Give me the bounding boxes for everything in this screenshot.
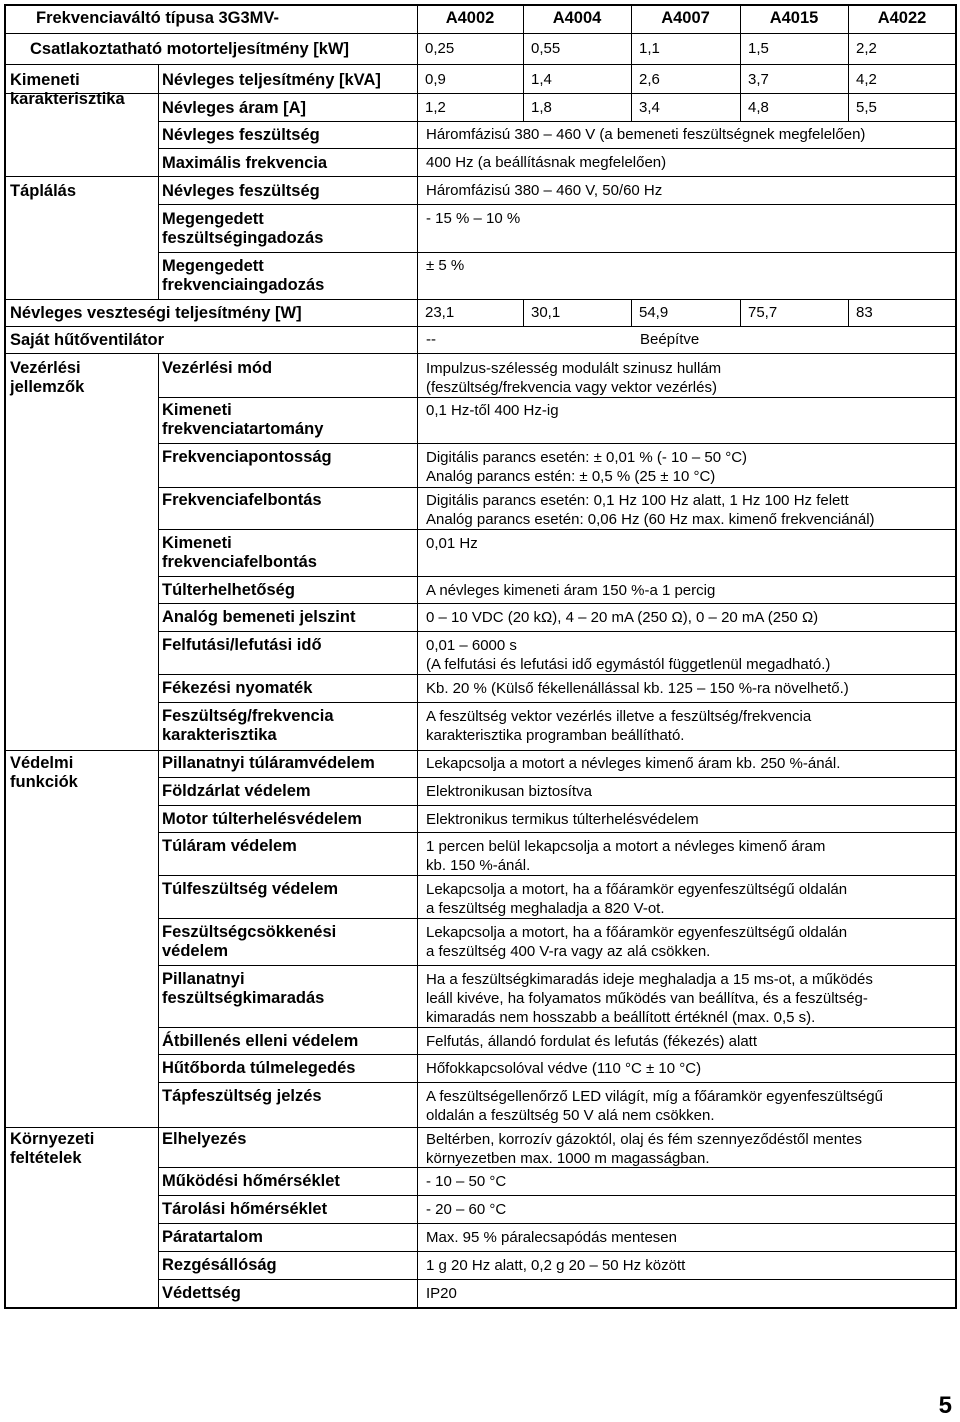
voltage-fluctuation-label: Megengedett feszültségingadozás	[162, 210, 324, 247]
environment-label: Védettség	[162, 1284, 241, 1302]
loss-power-value: 30,1	[531, 304, 561, 321]
grid-hline	[158, 603, 956, 604]
frequency-fluctuation-value: ± 5 %	[426, 257, 465, 274]
grid-hline	[158, 1054, 956, 1055]
grid-hline	[158, 121, 956, 122]
grid-hline	[5, 750, 956, 751]
grid-hline	[158, 252, 956, 253]
fan-value-none: --	[426, 331, 436, 348]
control-value: 0,01 – 6000 s (A felfutási és lefutási idő egymástól függetlenül megadható.)	[426, 637, 831, 673]
rated-current-value: 1,2	[425, 99, 446, 116]
environment-value: IP20	[426, 1285, 457, 1302]
grid-hline	[158, 805, 956, 806]
fan-label: Saját hűtőventilátor	[10, 331, 165, 349]
rated-current-value: 1,8	[531, 99, 552, 116]
grid-hline	[158, 1195, 956, 1196]
rated-voltage-label: Névleges feszültség	[162, 126, 320, 144]
grid-hline	[158, 965, 956, 966]
rated-power-value: 4,2	[856, 71, 877, 88]
grid-hline	[5, 1127, 956, 1128]
grid-hline	[5, 93, 956, 94]
grid-vline	[158, 353, 159, 1308]
protection-label: Pillanatnyi feszültségkimaradás	[162, 970, 325, 1007]
protection-value: Lekapcsolja a motort a névleges kimenő áram kb. 250 %-ánál.	[426, 755, 841, 772]
control-value: Impulzus-szélesség modulált szinusz hullám (feszültség/frekvencia vagy vektor vezérlés)	[426, 360, 722, 396]
grid-hline	[5, 326, 956, 327]
environment-label: Rezgésállóság	[162, 1256, 277, 1274]
environment-label: Tárolási hőmérséklet	[162, 1200, 328, 1218]
protection-label: Túlfeszültség védelem	[162, 880, 339, 898]
protection-label: Pillanatnyi túláramvédelem	[162, 754, 375, 772]
grid-hline	[158, 631, 956, 632]
grid-hline	[158, 702, 956, 703]
protection-value: Elektronikus termikus túlterhelésvédelem	[426, 811, 699, 828]
protection-value: Hőfokkapcsolóval védve (110 °C ± 10 °C)	[426, 1060, 702, 1077]
fan-value-builtin: Beépítve	[640, 331, 700, 348]
rated-current-value: 4,8	[748, 99, 769, 116]
loss-power-value: 83	[856, 304, 873, 321]
protection-label: Földzárlat védelem	[162, 782, 311, 800]
model-header: A4004	[552, 9, 602, 27]
grid-hline	[158, 1223, 956, 1224]
grid-hline	[5, 33, 956, 34]
protection-label: Tápfeszültség jelzés	[162, 1087, 322, 1105]
grid-hline	[5, 176, 956, 177]
grid-hline	[158, 777, 956, 778]
grid-hline	[158, 918, 956, 919]
control-value: 0 – 10 VDC (20 kΩ), 4 – 20 mA (250 Ω), 0 – 20 mA (250 Ω)	[426, 609, 819, 626]
grid-hline	[5, 64, 956, 65]
grid-hline	[158, 148, 956, 149]
protection-value: A feszültségellenőrző LED világít, míg a főáramkör egyenfeszültségű oldalán a feszültség 50 V alá nem csökken.	[426, 1088, 883, 1124]
loss-power-value: 23,1	[425, 304, 455, 321]
environment-label: Páratartalom	[162, 1228, 263, 1246]
environment-value: - 10 – 50 °C	[426, 1173, 507, 1190]
frequency-fluctuation-label: Megengedett frekvenciaingadozás	[162, 257, 325, 294]
grid-hline	[158, 1027, 956, 1028]
type-label: Frekvenciaváltó típusa 3G3MV-	[36, 9, 280, 27]
loss-power-value: 75,7	[748, 304, 778, 321]
control-value: Digitális parancs esetén: ± 0,01 % (- 10 – 50 °C) Analóg parancs estén: ± 0,5 % (25 ± 10 °C)	[426, 449, 748, 485]
grid-hline	[5, 353, 956, 354]
control-value: Kb. 20 % (Külső fékellenállással kb. 125 – 150 %-ra növelhető.)	[426, 680, 849, 697]
model-header: A4007	[661, 9, 710, 27]
protection-label: Átbillenés elleni védelem	[162, 1032, 359, 1050]
grid-hline	[158, 576, 956, 577]
rated-voltage-value: Háromfázisú 380 – 460 V (a bemeneti feszültségnek megfelelően)	[426, 126, 866, 143]
control-label: Fékezési nyomaték	[162, 679, 313, 697]
control-value: A feszültség vektor vezérlés illetve a feszültség/frekvencia karakterisztika programban beállítható.	[426, 708, 812, 744]
model-header: A4015	[769, 9, 819, 27]
grid-hline	[158, 1279, 956, 1280]
group-output: Kimeneti karakterisztika	[10, 71, 125, 108]
protection-value: Elektronikusan biztosítva	[426, 783, 592, 800]
environment-value: Beltérben, korrozív gázoktól, olaj és fém szennyeződéstől mentes környezetben max. 1000 m magasságban.	[426, 1131, 863, 1167]
rated-power-value: 0,9	[425, 71, 446, 88]
grid-hline	[158, 204, 956, 205]
group-protection: Védelmi funkciók	[10, 754, 78, 791]
environment-value: Max. 95 % páralecsapódás mentesen	[426, 1229, 677, 1246]
grid-hline	[5, 299, 956, 300]
model-header: A4002	[445, 9, 495, 27]
grid-hline	[158, 832, 956, 833]
control-label: Frekvenciafelbontás	[162, 491, 322, 509]
protection-value: 1 percen belül lekapcsolja a motort a névleges kimenő áram kb. 150 %-ánál.	[426, 838, 826, 874]
protection-value: Felfutás, állandó fordulat és lefutás (fékezés) alatt	[426, 1033, 758, 1050]
loss-power-label: Névleges veszteségi teljesítmény [W]	[10, 304, 302, 322]
control-value: A névleges kimeneti áram 150 %-a 1 percig	[426, 582, 716, 599]
protection-label: Túláram védelem	[162, 837, 297, 855]
grid-vline	[848, 299, 849, 326]
grid-hline	[158, 397, 956, 398]
page-number: 5	[938, 1392, 952, 1419]
control-value: Digitális parancs esetén: 0,1 Hz 100 Hz alatt, 1 Hz 100 Hz felett Analóg parancs esetén: 0,06 Hz (60 Hz max. kimenő frekvenciánál)	[426, 492, 875, 528]
environment-label: Működési hőmérséklet	[162, 1172, 340, 1190]
rated-current-value: 5,5	[856, 99, 877, 116]
motor-power-value: 2,2	[856, 40, 877, 57]
protection-value: Lekapcsolja a motort, ha a főáramkör egyenfeszültségű oldalán a feszültség 400 V-ra vagy az alá csökken.	[426, 924, 848, 960]
motor-power-value: 0,25	[425, 40, 455, 57]
control-value: 0,01 Hz	[426, 535, 478, 552]
rated-power-label: Névleges teljesítmény [kVA]	[162, 71, 381, 89]
grid-hline	[158, 1251, 956, 1252]
environment-value: 1 g 20 Hz alatt, 0,2 g 20 – 50 Hz között	[426, 1257, 686, 1274]
grid-hline	[158, 674, 956, 675]
grid-hline	[158, 443, 956, 444]
control-label: Feszültség/frekvencia karakterisztika	[162, 707, 334, 744]
control-label: Felfutási/lefutási idő	[162, 636, 322, 654]
group-supply: Táplálás	[10, 182, 77, 200]
grid-hline	[158, 875, 956, 876]
protection-value: Lekapcsolja a motort, ha a főáramkör egyenfeszültségű oldalán a feszültség meghaladja a 820 V-ot.	[426, 881, 848, 917]
rated-current-value: 3,4	[639, 99, 660, 116]
protection-label: Hűtőborda túlmelegedés	[162, 1059, 356, 1077]
motor-power-value: 0,55	[531, 40, 561, 57]
control-label: Vezérlési mód	[162, 359, 273, 377]
grid-vline	[158, 176, 159, 299]
environment-label: Elhelyezés	[162, 1130, 247, 1148]
control-label: Kimeneti frekvenciafelbontás	[162, 534, 317, 571]
supply-voltage-label: Névleges feszültség	[162, 182, 320, 200]
rated-power-value: 1,4	[531, 71, 552, 88]
supply-voltage-value: Háromfázisú 380 – 460 V, 50/60 Hz	[426, 182, 663, 199]
max-frequency-label: Maximális frekvencia	[162, 154, 328, 172]
grid-vline	[158, 64, 159, 176]
group-control: Vezérlési jellemzők	[10, 359, 85, 396]
protection-value: Ha a feszültségkimaradás ideje meghaladja a 15 ms-ot, a működés leáll kivéve, ha folyamatos működés van beállítva, és a feszültség- kimaradás nem hosszabb a beállított értéknél (max. 0,5 s).	[426, 971, 873, 1026]
voltage-fluctuation-value: - 15 % – 10 %	[426, 210, 521, 227]
protection-label: Motor túlterhelésvédelem	[162, 810, 362, 828]
control-label: Túlterhelhetőség	[162, 581, 295, 599]
grid-hline	[158, 487, 956, 488]
control-value: 0,1 Hz-től 400 Hz-ig	[426, 402, 559, 419]
control-label: Analóg bemeneti jelszint	[162, 608, 356, 626]
motor-power-label: Csatlakoztatható motorteljesítmény [kW]	[30, 40, 350, 58]
max-frequency-value: 400 Hz (a beállításnak megfelelően)	[426, 154, 667, 171]
environment-value: - 20 – 60 °C	[426, 1201, 507, 1218]
grid-vline	[631, 299, 632, 326]
control-label: Kimeneti frekvenciatartomány	[162, 401, 324, 438]
grid-vline	[523, 299, 524, 326]
rated-power-value: 3,7	[748, 71, 769, 88]
model-header: A4022	[877, 9, 927, 27]
grid-hline	[158, 529, 956, 530]
rated-current-label: Névleges áram [A]	[162, 99, 306, 117]
group-environment: Környezeti feltételek	[10, 1130, 95, 1167]
control-label: Frekvenciapontosság	[162, 448, 332, 466]
grid-vline	[417, 121, 418, 1308]
grid-vline	[740, 299, 741, 326]
grid-hline	[158, 1082, 956, 1083]
rated-power-value: 2,6	[639, 71, 660, 88]
protection-label: Feszültségcsökkenési védelem	[162, 923, 337, 960]
loss-power-value: 54,9	[639, 304, 669, 321]
motor-power-value: 1,1	[639, 40, 660, 57]
motor-power-value: 1,5	[748, 40, 769, 57]
